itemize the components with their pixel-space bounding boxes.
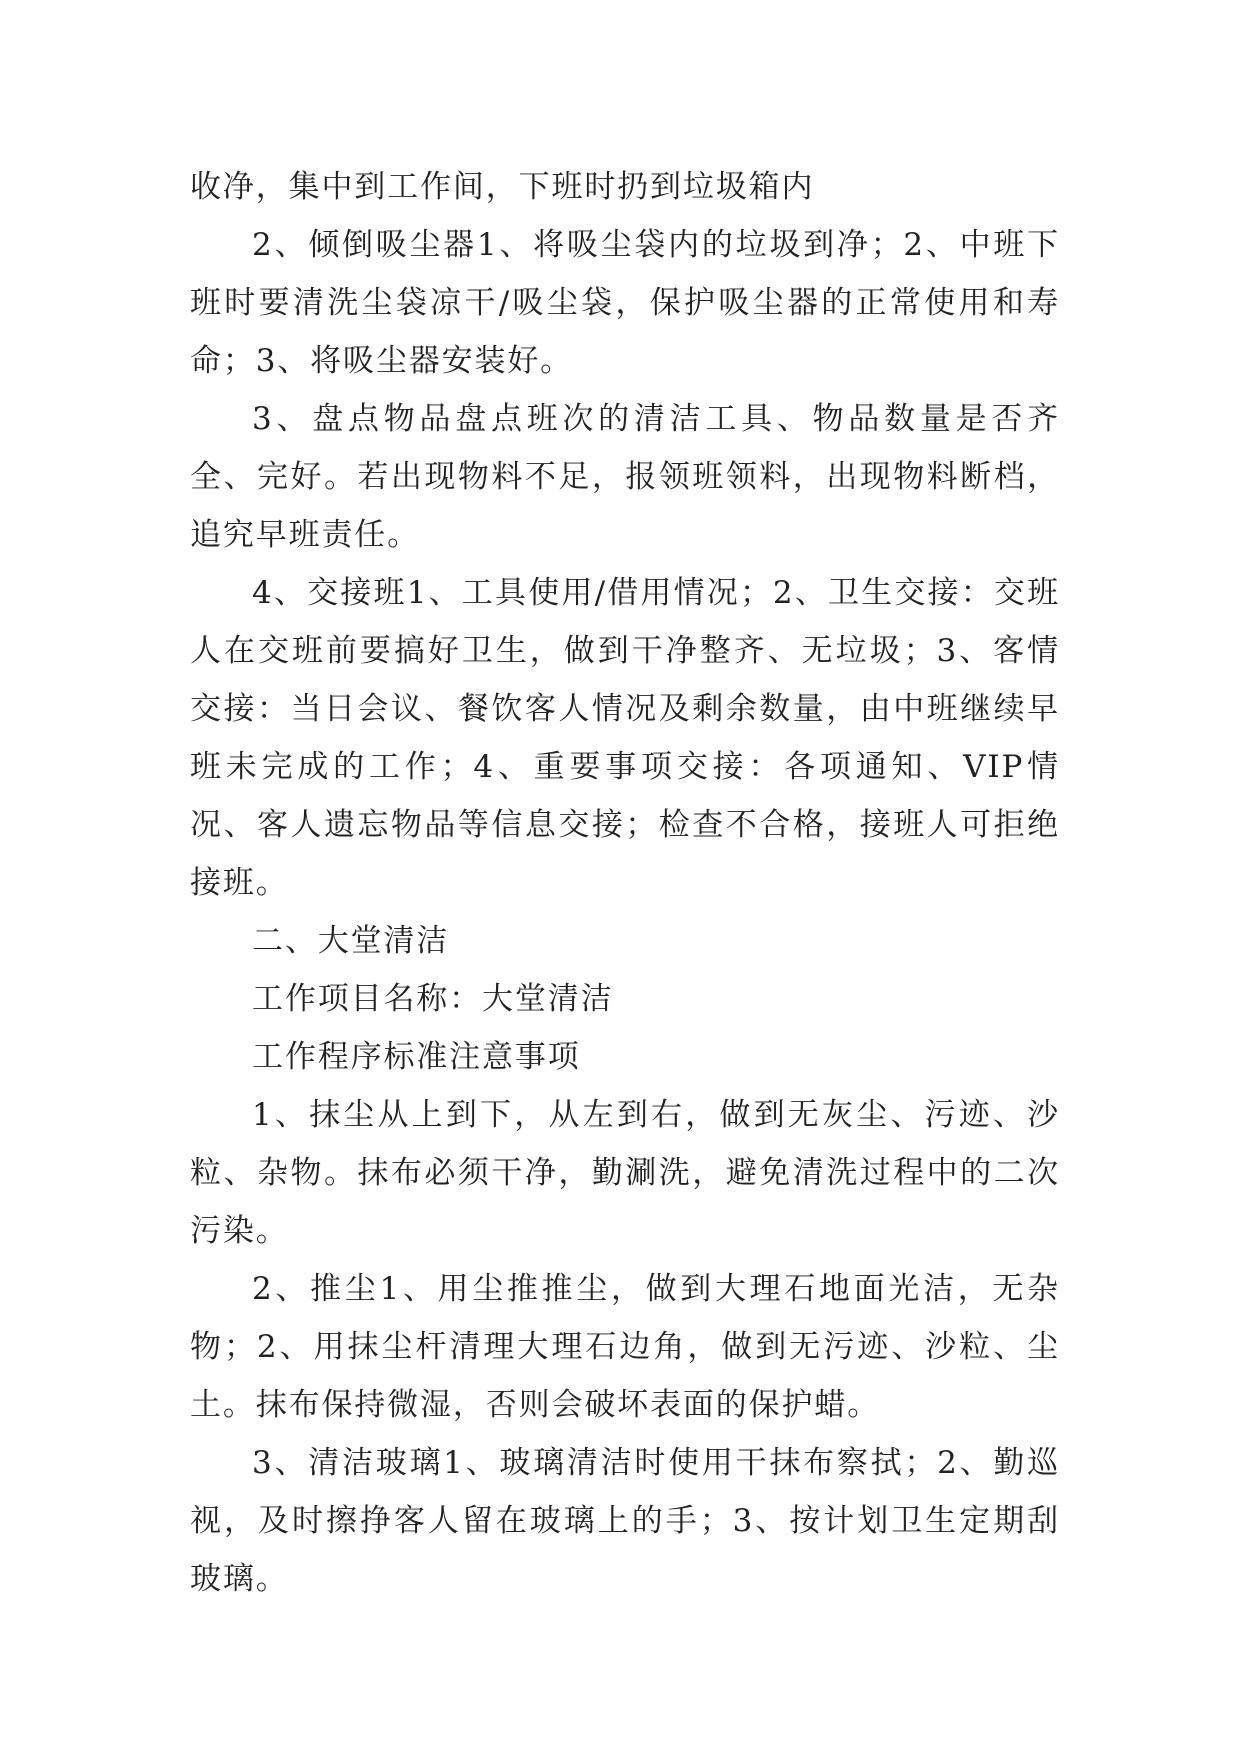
paragraph-shift-handover: 4、交接班1、工具使用/借用情况；2、卫生交接：交班人在交班前要搞好卫生，做到干净整齐、无垃圾；3、客情交接：当日会议、餐饮客人情况及剩余数量，由中班继续早班未完成的工作；4、重要事项交接：各项通知、VIP情况、客人遗忘物品等信息交接；检查不合格，接班人可拒绝接班。: [190, 575, 1060, 901]
work-procedure-header: 工作程序标准注意事项: [252, 1039, 581, 1075]
document-body: [190, 158, 1060, 1608]
paragraph-inventory: 3、盘点物品盘点班次的清洁工具、物品数量是否齐全、完好。若出现物料不足，报领班领料，出现物料断档，追究早班责任。: [190, 401, 1060, 553]
paragraph-dusting: 1、抹尘从上到下，从左到右，做到无灰尘、污迹、沙粒、杂物。抹布必须干净，勤涮洗，避免清洗过程中的二次污染。: [190, 1097, 1060, 1249]
section-heading-lobby: 二、大堂清洁: [252, 923, 450, 959]
work-item-name: 工作项目名称：大堂清洁: [252, 981, 614, 1017]
paragraph-dust-mopping: 2、推尘1、用尘推推尘，做到大理石地面光洁，无杂物；2、用抹尘杆清理大理石边角，做到无污迹、沙粒、尘土。抹布保持微湿，否则会破坏表面的保护蜡。: [190, 1271, 1060, 1423]
paragraph-vacuum: 2、倾倒吸尘器1、将吸尘袋内的垃圾到净；2、中班下班时要清洗尘袋凉干/吸尘袋，保护吸尘器的正常使用和寿命；3、将吸尘器安装好。: [190, 227, 1060, 379]
paragraph-glass-cleaning: 3、清洁玻璃1、玻璃清洁时使用干抹布察拭；2、勤巡视，及时擦挣客人留在玻璃上的手；3、按计划卫生定期刮玻璃。: [190, 1445, 1060, 1597]
paragraph-continuation: 收净，集中到工作间，下班时扔到垃圾箱内: [190, 169, 815, 205]
